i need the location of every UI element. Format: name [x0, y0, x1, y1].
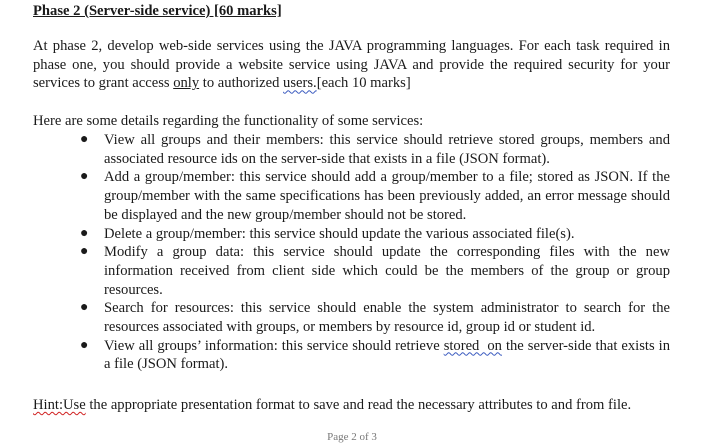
list-item-text: Search for resources: this service should enable the system administrator to search for the resources associated with groups, or members by resource id, group id or student id. [104, 300, 670, 336]
list-item [80, 131, 670, 168]
bullet-icon: ● [80, 225, 89, 241]
only-emphasis: only [173, 75, 200, 92]
list-item-text: View all groups’ information: this service should retrieve [104, 337, 444, 354]
spelling-flag-hint: Hint:Use [33, 397, 86, 413]
service-list [80, 131, 670, 374]
list-item [80, 225, 670, 244]
list-item-text-end: the server-side that exists in a file (JSON format). [104, 337, 670, 373]
list-item [80, 168, 670, 224]
hint-paragraph [33, 396, 670, 415]
intro-text-2: to authorized [199, 75, 284, 92]
bullet-icon: ● [80, 169, 89, 185]
list-item-text: View all groups and their members: this service should retrieve stored groups, members and associated resource ids on the server-side that exists in a file (JSON format). [104, 132, 670, 167]
list-item [80, 299, 670, 336]
list-item-text: Delete a group/member: this service should update the various associated file(s). [104, 225, 575, 242]
grammar-flag-stored-on: stored on [443, 337, 502, 354]
grammar-flag-users: users. [283, 75, 317, 92]
details-intro: Here are some details regarding the functionality of some services: [33, 113, 424, 129]
bullet-icon: ● [80, 244, 89, 260]
hint-text: the appropriate presentation format to save and read the necessary attributes to and from file. [85, 397, 632, 413]
list-item-text: Add a group/member: this service should add a group/member to a file; stored as JSON. If the group/member with the same specifications has been previously added, an error message should be displayed and the new group/member should not be stored. [104, 169, 670, 223]
bullet-icon: ● [80, 337, 89, 353]
list-item-text: Modify a group data: this service should update the corresponding files with the new information received from client side which could be the members of the group or group resources. [104, 244, 670, 298]
intro-paragraph [33, 37, 670, 93]
list-item [80, 337, 670, 374]
marks-text: [each 10 marks] [316, 75, 411, 92]
page-footer: Page 2 of 3 [327, 431, 377, 443]
bullet-icon: ● [80, 132, 89, 147]
list-item [80, 243, 670, 299]
intro-text: At phase 2, develop web-side services using the JAVA programming languages. For each task required in phase one, you should provide a website service using JAVA and provide the required security for your services to grant access [33, 38, 670, 92]
bullet-icon: ● [80, 300, 89, 316]
section-heading: Phase 2 (Server-side service) [60 marks] [33, 3, 282, 19]
